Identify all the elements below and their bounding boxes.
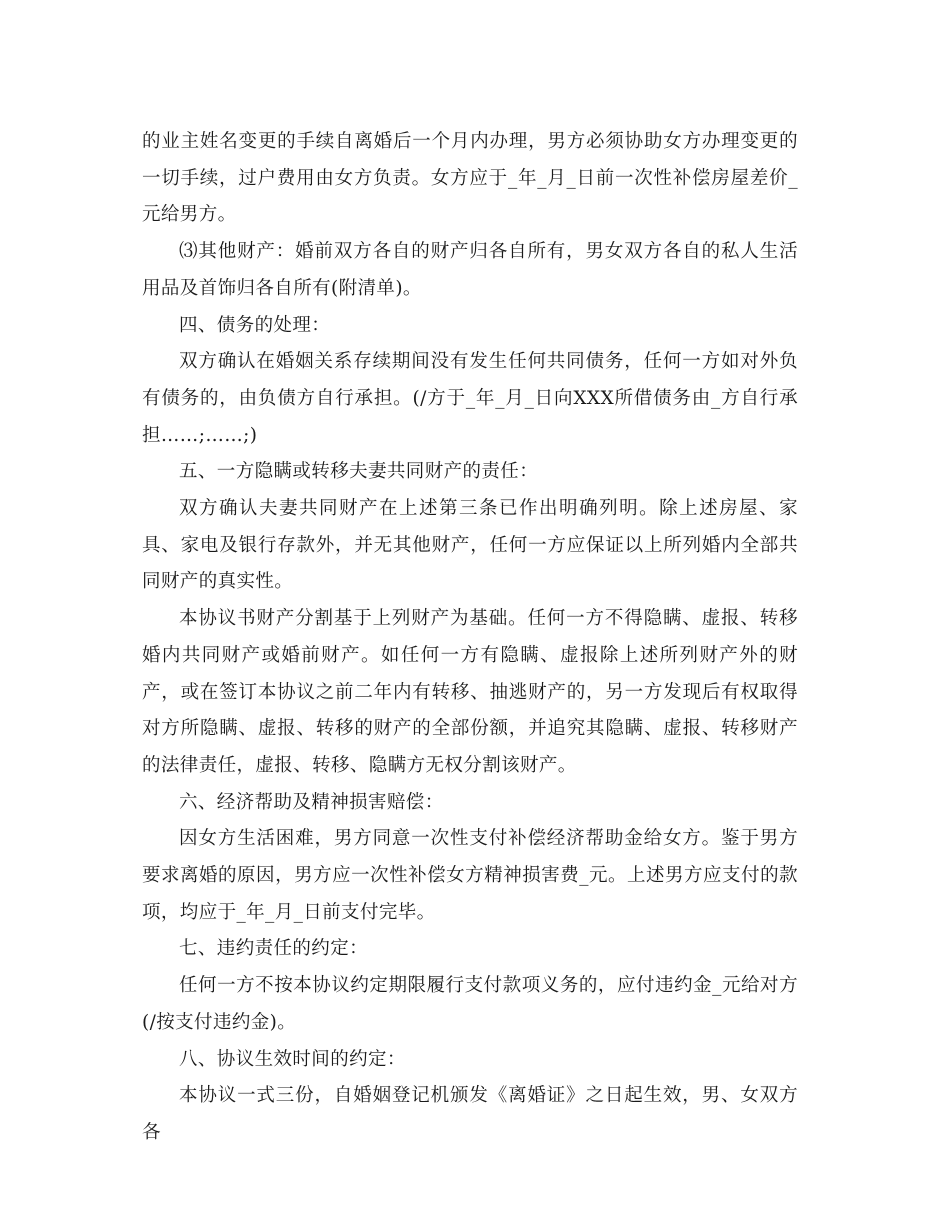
paragraph-effective-date: 本协议一式三份，自婚姻登记机颁发《离婚证》之日起生效，男、女双方各	[142, 1085, 798, 1143]
paragraph-breach: 任何一方不按本协议约定期限履行支付款项义务的，应付违约金_元给对方(/按支付违约金)。	[142, 975, 798, 1033]
paragraph-property-transfer: 的业主姓名变更的手续自离婚后一个月内办理，男方必须协助女方办理变更的一切手续，过户费用由女方负责。女方应于_年_月_日前一次性补偿房屋差价_元给男方。	[142, 131, 798, 226]
section-heading-concealment: 五、一方隐瞒或转移夫妻共同财产的责任：	[179, 461, 539, 483]
section-heading-effective-date: 八、协议生效时间的约定：	[179, 1048, 406, 1070]
paragraph-compensation: 因女方生活困难，男方同意一次性支付补偿经济帮助金给女方。鉴于男方要求离婚的原因，男方应一次性补偿女方精神损害费_元。上述男方应支付的款项，均应于_年_月_日前支付完毕。	[142, 828, 798, 923]
section-heading-compensation: 六、经济帮助及精神损害赔偿：	[179, 791, 444, 813]
paragraph-debts: 双方确认在婚姻关系存续期间没有发生任何共同债务，任何一方如对外负有债务的，由负债方自行承担。(/方于_年_月_日向XXX所借债务由_方自行承担……;……;)	[142, 351, 798, 446]
paragraph-concealment-liability: 本协议书财产分割基于上列财产为基础。任何一方不得隐瞒、虚报、转移婚内共同财产或婚前财产。如任何一方有隐瞒、虚报除上述所列财产外的财产，或在签订本协议之前二年内有转移、抽逃财产的，另一方发现后有权取得对方所隐瞒、虚报、转移的财产的全部份额，并追究其隐瞒、虚报、转移财产的法律责任，虚报、转移、隐瞒方无权分割该财产。	[142, 608, 798, 776]
section-heading-debts: 四、债务的处理：	[179, 314, 331, 336]
section-heading-breach: 七、违约责任的约定：	[179, 938, 369, 960]
document-body	[142, 124, 798, 1152]
paragraph-other-property: ⑶其他财产：婚前双方各自的财产归各自所有，男女双方各自的私人生活用品及首饰归各自所有(附清单)。	[142, 241, 798, 299]
paragraph-concealment-confirmation: 双方确认夫妻共同财产在上述第三条已作出明确列明。除上述房屋、家具、家电及银行存款外，并无其他财产，任何一方应保证以上所列婚内全部共同财产的真实性。	[142, 498, 798, 593]
